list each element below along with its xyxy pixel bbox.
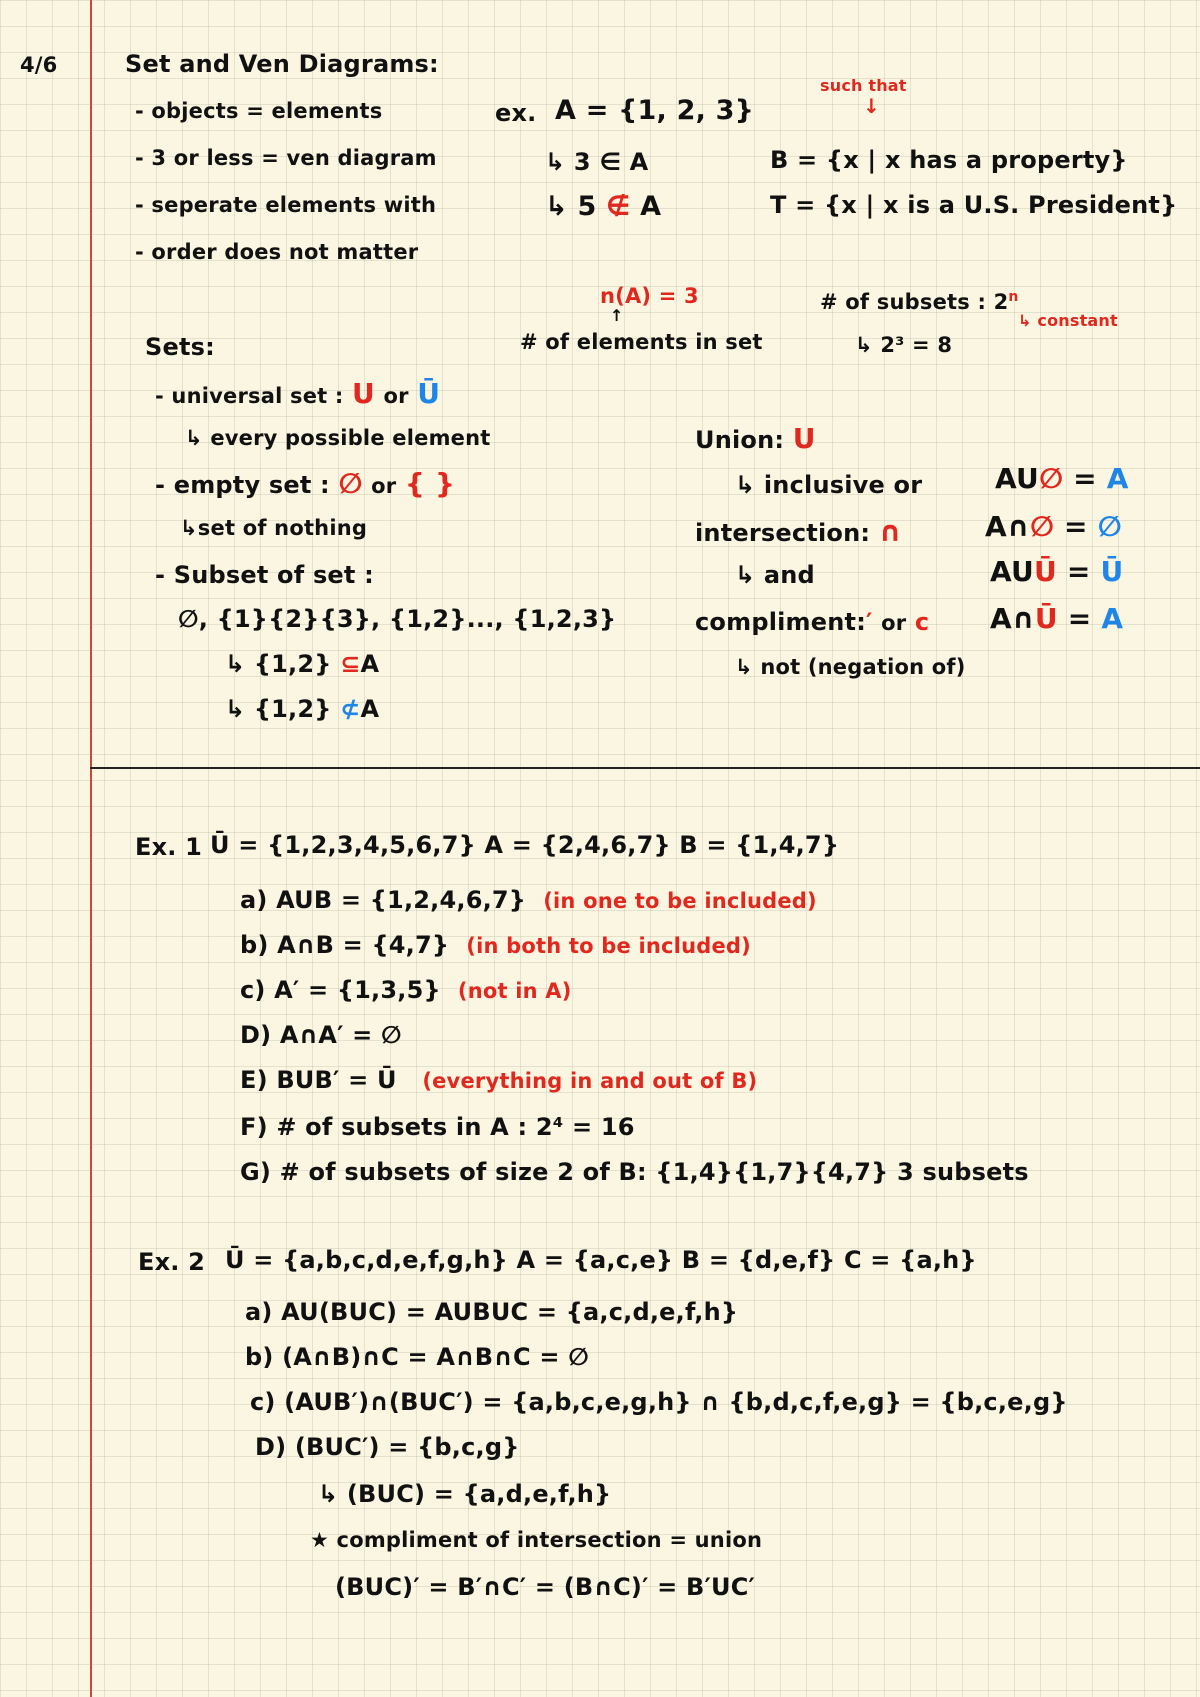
rule-result: A [1101,602,1124,635]
example-2-subpart [318,1482,611,1506]
empty-desc [180,518,367,539]
rule-operand: ∅ [1029,510,1054,543]
hook-arrow-icon: ↳ [545,148,574,176]
rule-intersect-empty [985,510,1122,543]
example-1-part [240,978,572,1002]
universal-set-label: - universal set : [155,384,344,408]
c-symbol: c [914,608,930,636]
example-1-part [240,1068,757,1092]
constant-note [1018,313,1118,329]
rule-left: A∩ [990,602,1035,635]
hook-arrow-icon: ↳ [735,561,764,589]
complement-desc [735,657,966,678]
element-value: 3 [573,148,591,176]
element-of-line [545,150,648,174]
hook-arrow-icon: ↳ [1018,311,1038,330]
element-of-symbol: ∈ [599,148,622,176]
subset-example [225,652,379,676]
subset-list: ∅, {1}{2}{3}, {1,2}..., {1,2,3} [178,605,617,633]
example-1-givens: Ū = {1,2,3,4,5,6,7} A = {2,4,6,7} B = {1,4,7} [210,831,840,859]
complement-desc-text: not (negation of) [760,655,966,679]
subset-right: A [360,650,380,678]
example-1-part: G) # of subsets of size 2 of B: {1,4}{1,7}{4,7} 3 subsets [240,1158,1029,1186]
empty-set-line [155,467,456,500]
rule-union-empty [995,462,1129,495]
rule-result: Ū [1100,555,1124,588]
intersection-label: intersection: [695,519,871,547]
rule-left: AU [990,555,1034,588]
example-2-givens: Ū = {a,b,c,d,e,f,g,h} A = {a,c,e} B = {d,e,f} C = {a,h} [225,1246,977,1274]
answer-note: (in one to be included) [543,889,817,913]
answer-note: (not in A) [457,979,572,1003]
rule-equals: = [1054,510,1098,543]
star-icon: ★ [310,1528,337,1552]
bullet-item: - 3 or less = ven diagram [135,146,437,170]
not-subset-example [225,697,379,721]
or-word: or [383,384,409,408]
margin-line [90,0,92,1697]
answer-note: (everything in and out of B) [422,1069,758,1093]
empty-set-label: - empty set : [155,471,330,499]
subsets-exponent: n [1008,289,1019,305]
hook-arrow-icon: ↳ [545,191,578,222]
intersection-desc [735,563,815,587]
rule-equals: = [1063,462,1107,495]
rule-result: ∅ [1097,510,1122,543]
answer-note: (in both to be included) [466,934,751,958]
rule-equals: = [1056,555,1101,588]
empty-braces: { } [404,467,456,500]
answer-text: a) AUB = {1,2,4,6,7} [240,886,527,914]
universal-desc [185,428,490,449]
intersection-line [695,515,902,548]
rule-union-universal [990,555,1124,588]
set-b-builder: B = {x | x has a property} [770,146,1128,174]
subpart-text: (BUC) = {a,d,e,f,h} [346,1480,612,1508]
set-name: A [629,148,649,176]
example-1-part [240,933,751,957]
union-line [695,422,816,455]
hook-arrow-icon: ↳ [735,471,764,499]
page-date: 4/6 [20,53,58,77]
universal-symbol: U [352,377,375,410]
union-desc-text: inclusive or [763,471,923,499]
not-element-of-symbol: ∉ [606,191,631,222]
set-name: A [640,191,662,222]
section-divider [90,767,1200,769]
rule-left: A∩ [985,510,1030,543]
answer-text: b) A∩B = {4,7} [240,931,450,959]
example-1-part: F) # of subsets in A : 2⁴ = 16 [240,1113,635,1141]
down-arrow-icon: ↓ [863,94,880,118]
bullet-item: - order does not matter [135,240,419,264]
set-a-definition: A = {1, 2, 3} [555,95,755,126]
de-morgan-law: (BUC)′ = B′∩C′ = (B∩C)′ = B′UC′ [335,1573,756,1601]
rule-operand: Ū [1033,555,1057,588]
set-t-builder: T = {x | x is a U.S. President} [770,191,1178,219]
union-label: Union: [695,426,785,454]
universal-symbol-alt: Ū [417,377,441,410]
example-2-part: c) (AUB′)∩(BUC′) = {a,b,c,e,g,h} ∩ {b,d,c,f,e,g} = {b,c,e,g} [250,1388,1068,1416]
star-note-text: compliment of intersection = union [336,1528,763,1552]
rule-operand: Ū [1034,602,1058,635]
answer-text: E) BUB′ = Ū [240,1066,397,1094]
example-1-part: D) A∩A′ = ∅ [240,1021,402,1049]
hook-arrow-icon: ↳ [180,516,198,540]
or-word: or [881,611,907,635]
hook-arrow-icon: ↳ [318,1480,347,1508]
example-2-part: D) (BUC′) = {b,c,g} [255,1433,520,1461]
subset-left: {1,2} [253,695,332,723]
page-title: Set and Ven Diagrams: [125,50,439,78]
cardinality: n(A) = 3 [600,284,699,308]
complement-label: compliment: [695,608,866,636]
subsets-count-label: # of subsets : 2 [820,290,1009,314]
such-that-note: such that [820,76,907,95]
element-value: 5 [577,191,597,222]
sets-heading: Sets: [145,333,215,361]
universal-set-line [155,377,441,410]
prime-symbol: ′ [866,608,873,636]
subset-heading: - Subset of set : [155,561,374,589]
rule-left: AU [995,462,1039,495]
empty-desc-text: set of nothing [197,516,368,540]
star-note [310,1530,762,1551]
hook-arrow-icon: ↳ [225,695,254,723]
complement-line [695,610,929,634]
hook-arrow-icon: ↳ [855,333,881,357]
example-2-label: Ex. 2 [138,1248,206,1276]
rule-result: A [1106,462,1129,495]
bullet-item: - seperate elements with [135,193,437,217]
cardinality-label: # of elements in set [520,330,763,354]
hook-arrow-icon: ↳ [185,426,211,450]
example-2-part: a) AU(BUC) = AUBUC = {a,c,d,e,f,h} [245,1298,739,1326]
subsets-count-formula [820,290,1019,313]
subset-right: A [360,695,380,723]
constant-label: constant [1037,311,1118,330]
hook-arrow-icon: ↳ [225,650,254,678]
hook-arrow-icon: ↳ [735,655,761,679]
up-arrow-icon: ↑ [610,306,624,325]
intersection-desc-text: and [763,561,815,589]
union-desc [735,473,922,497]
or-word: or [371,474,397,498]
example-1-label: Ex. 1 [135,833,203,861]
example-1-part [240,888,817,912]
universal-desc-text: every possible element [210,426,491,450]
bullet-item: - objects = elements [135,99,383,123]
rule-operand: ∅ [1038,462,1064,495]
not-subset-symbol: ⊄ [340,695,361,723]
example-2-part: b) (A∩B)∩C = A∩B∩C = ∅ [245,1343,589,1371]
intersection-symbol: ∩ [878,515,902,548]
union-symbol: U [792,422,816,455]
rule-intersect-universal [990,602,1124,635]
example-lead: ex. [495,99,537,127]
not-element-of-line [545,193,661,220]
subsets-result [855,335,952,356]
subset-symbol: ⊆ [340,650,361,678]
subset-left: {1,2} [253,650,332,678]
answer-text: c) A′ = {1,3,5} [240,976,441,1004]
subsets-result-value: 2³ = 8 [880,333,953,357]
rule-equals: = [1057,602,1102,635]
empty-symbol: ∅ [338,467,363,500]
